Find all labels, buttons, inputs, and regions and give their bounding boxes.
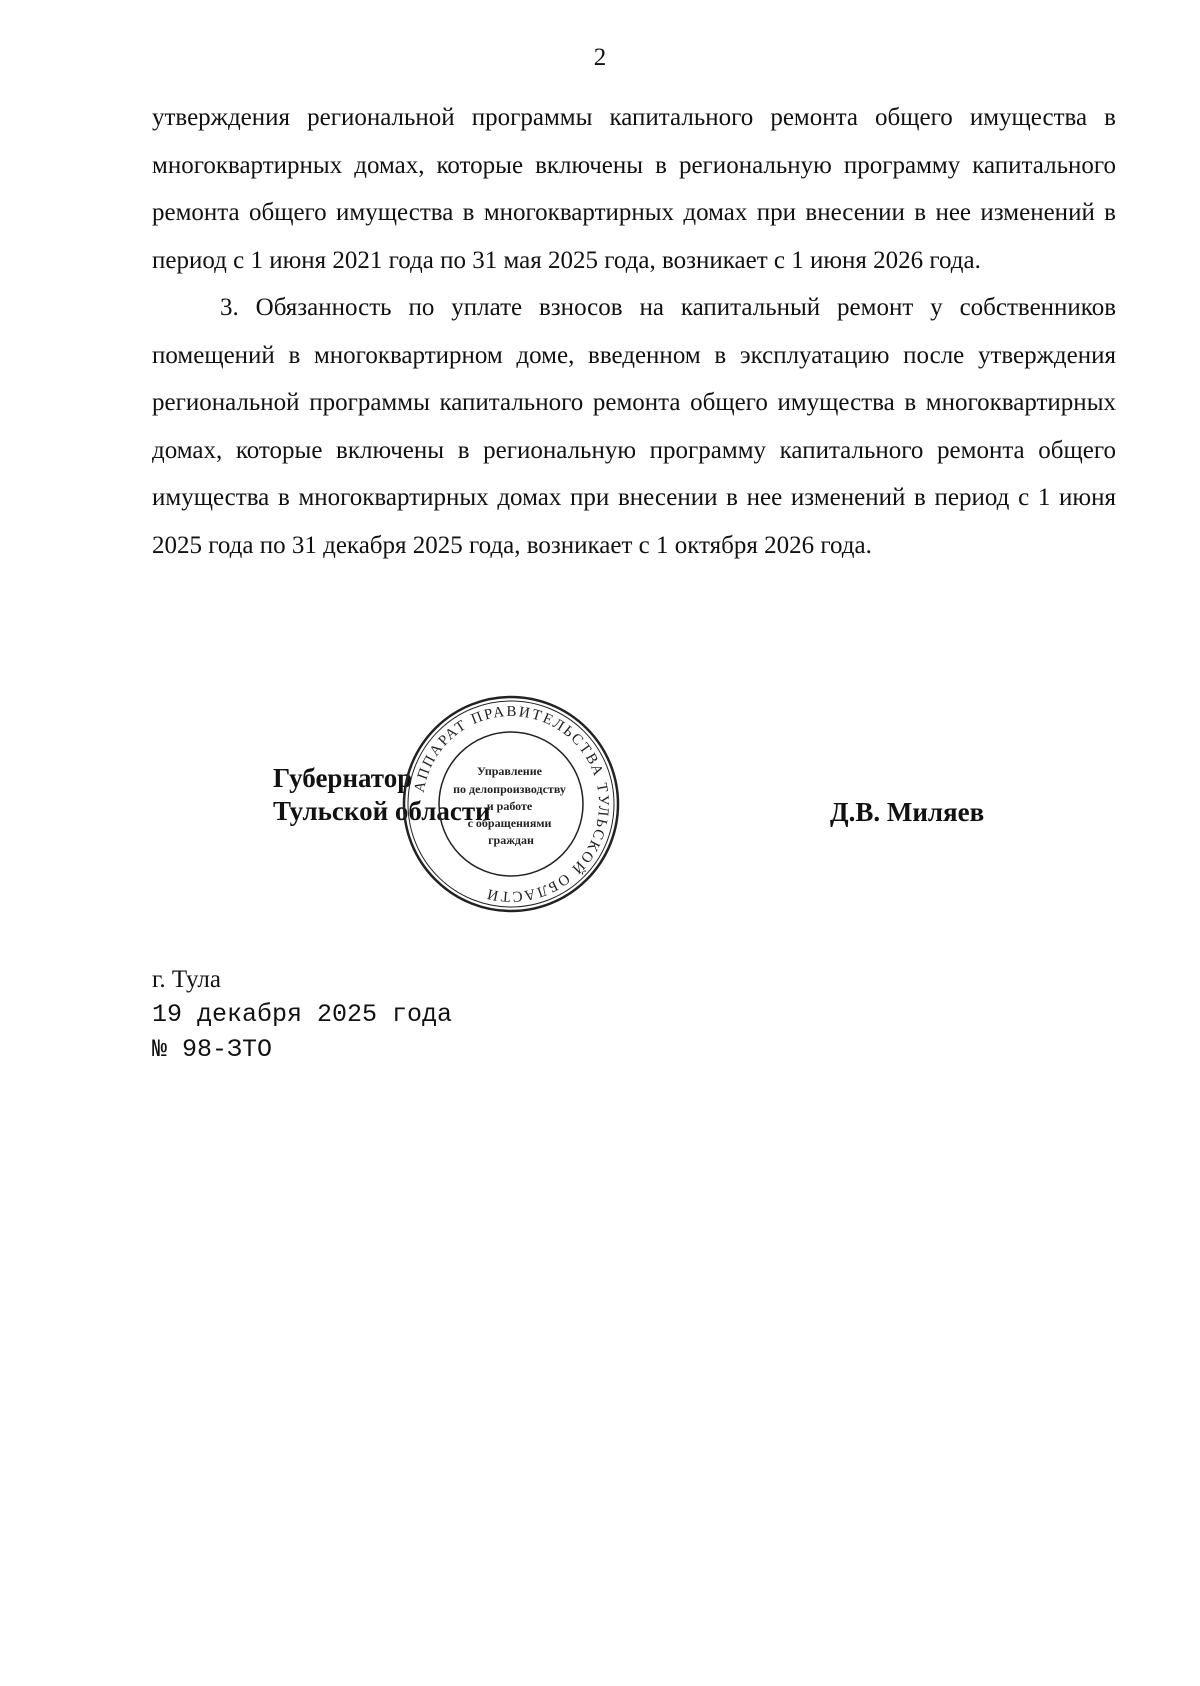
page-number: 2 [593,44,607,71]
paragraph-continuation: утверждения региональной программы капитального ремонта общего имущества в многоквартирных домах, которые включены в региональную программу капитального ремонта общего имущества в многоквартирных домах при внесении в нее изменений в период с 1 июня 2021 года по 31 мая 2025 года, возникает с 1 июня 2026 года. [152,104,1116,274]
official-seal [400,693,622,915]
signatory-name: Д.В. Миляев [830,797,985,827]
signatory-title-line2: Тульской области [273,796,491,826]
footer-date: 19 декабря 2025 года [152,1000,453,1029]
footer-number: № 98-ЗТО [152,1035,273,1064]
document-body [152,94,1116,569]
seal-line-1: Управление [477,764,542,778]
paragraph-item-3: 3. Обязанность по уплате взносов на капитальный ремонт у собственников помещений в многоквартирном доме, введенном в эксплуатацию после утверждения региональной программы капитального ремонта общего имущества в многоквартирных домах, которые включены в региональную программу капитального ремонта общего имущества в многоквартирных домах при внесении в нее изменений в период с 1 июня 2025 года по 31 декабря 2025 года, возникает с 1 октября 2026 года. [152,294,1116,559]
svg-text:Управление по делопроизв [453,764,569,847]
seal-ring-text: АППАРАТ ПРАВИТЕЛЬСТВА ТУЛЬСКОЙ ОБЛАСТИ [411,703,612,905]
seal-line-4: с обращениями [467,816,552,830]
seal-graphic [400,693,622,915]
signatory-title-line1: Губернатор [273,763,413,793]
footer-city: г. Тула [152,966,221,993]
seal-line-3: и работе [486,799,533,813]
seal-line-2: по делопроизводству [453,782,566,796]
document-footer [152,962,452,1067]
seal-line-5: граждан [488,833,534,847]
